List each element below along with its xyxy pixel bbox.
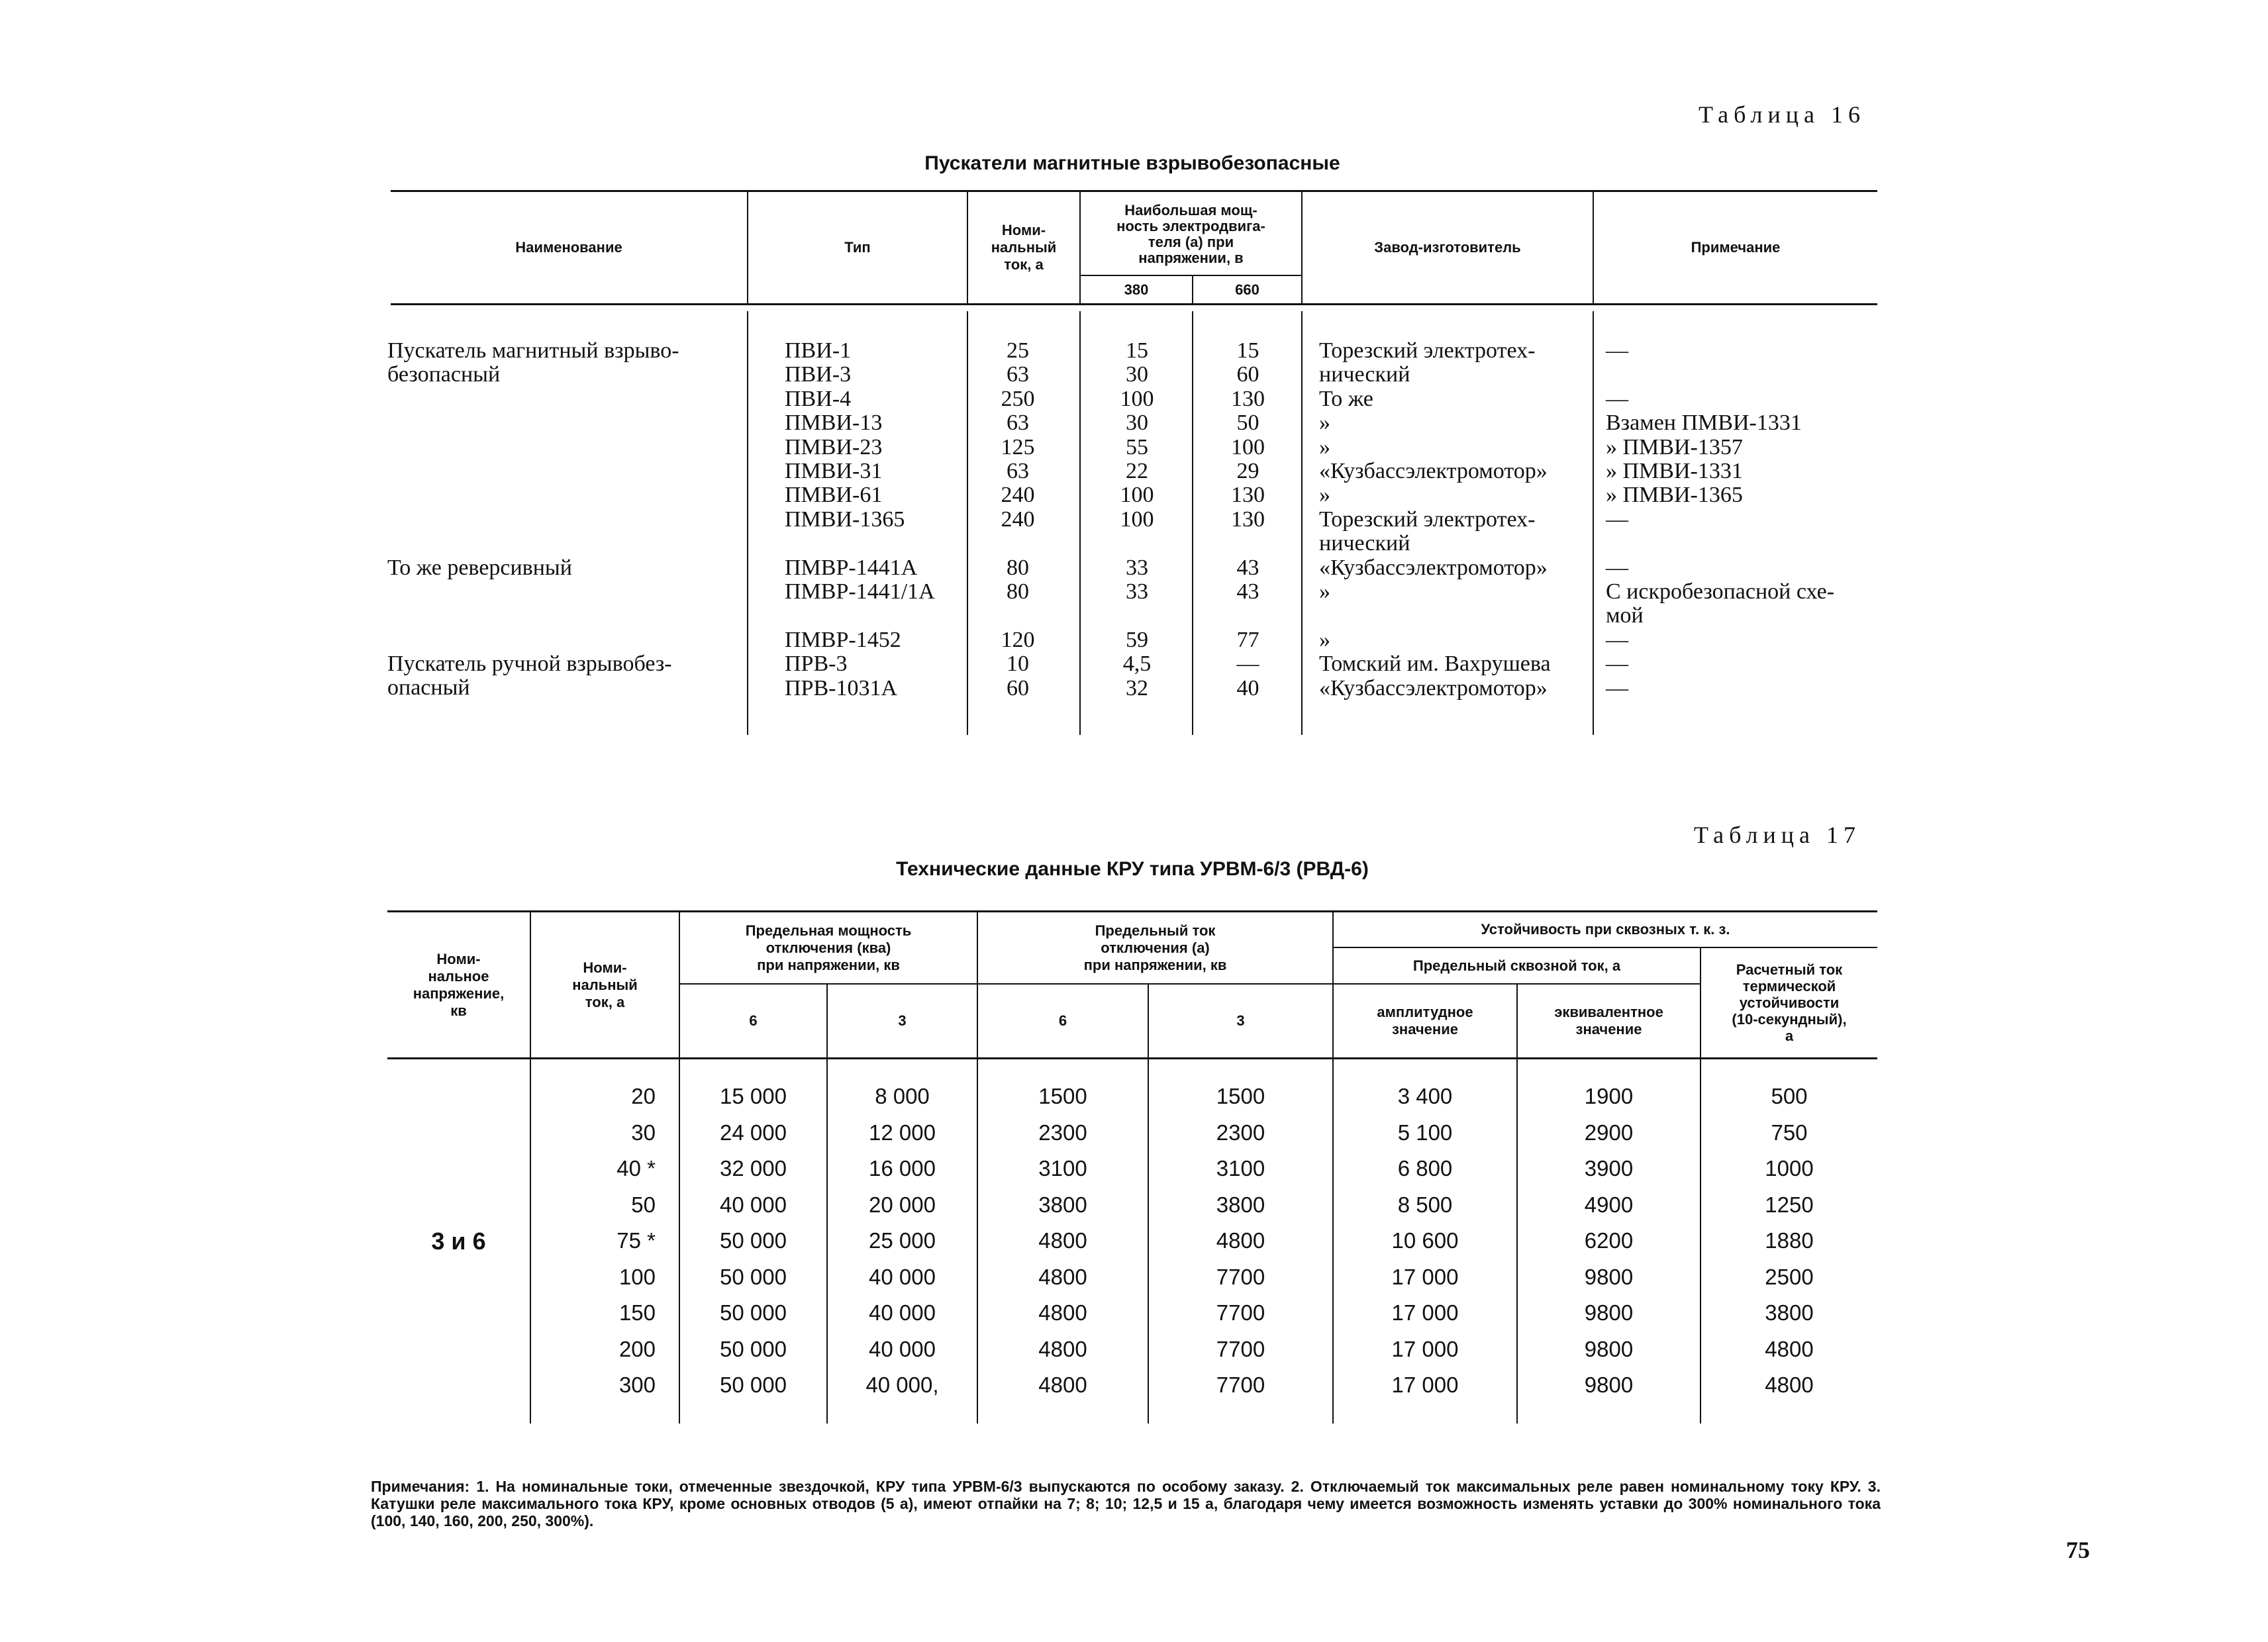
table17-cell-p6: 32 000 <box>720 1156 787 1181</box>
t17-h-power-3: 3 <box>898 1012 907 1029</box>
table16-cell-p660: — <box>1236 652 1259 677</box>
t16-head-rule <box>391 303 1877 305</box>
table16-cell-type: ПМВИ-31 <box>785 459 883 483</box>
table16-cell-p380: 30 <box>1126 410 1148 436</box>
t16-h-current: Номи- нальный ток, а <box>991 222 1057 273</box>
table17-cell-equiv: 1900 <box>1584 1084 1634 1108</box>
table16-cell-note: С искробезопасной схе- мой <box>1606 579 1835 628</box>
table16-cell-maker: » <box>1319 410 1330 436</box>
table17-cell-p3: 40 000 <box>869 1336 936 1361</box>
t17-h-voltage: Номи- нальное напряжение, кв <box>413 950 505 1019</box>
table16-cell-current: 240 <box>1001 483 1035 508</box>
table16-cell-current: 125 <box>1001 434 1035 459</box>
table16-cell-note: — <box>1606 338 1628 363</box>
table17-cell-p3: 40 000 <box>869 1300 936 1325</box>
table16-cell-maker: «Кузбассэлектромотор» <box>1319 555 1548 580</box>
table17-cell-current: 200 <box>618 1336 656 1361</box>
table17-cell-i3: 1500 <box>1216 1084 1265 1108</box>
t16-bv6 <box>1593 311 1594 735</box>
table16-cell-current: 63 <box>1007 362 1029 387</box>
t16-h-380: 380 <box>1124 281 1149 298</box>
t16-bv1 <box>747 311 748 735</box>
table17-cell-thermal: 500 <box>1771 1084 1808 1108</box>
table17-cell-thermal: 1250 <box>1765 1192 1814 1217</box>
table17-cell-amp: 5 100 <box>1397 1120 1453 1145</box>
table17-cell-i3: 2300 <box>1216 1120 1265 1145</box>
table16-cell-note: » ПМВИ-1365 <box>1606 483 1743 508</box>
table16-cell-current: 63 <box>1007 410 1029 436</box>
table16-cell-type: ПРВ-1031А <box>785 675 898 700</box>
table16-cell-p660: 50 <box>1236 410 1259 436</box>
table16-cell-type: ПМВР-1452 <box>785 627 901 652</box>
t16-h-660: 660 <box>1235 281 1259 298</box>
table16-cell-note: Взамен ПМВИ-1331 <box>1606 410 1802 436</box>
table16-cell-p380: 100 <box>1120 386 1154 411</box>
table17-cell-p6: 50 000 <box>720 1228 787 1253</box>
table16-cell-maker: Томский им. Вахрушева <box>1319 652 1551 677</box>
table16-group-name: Пускатель ручной взрывобез- опасный <box>387 652 672 700</box>
t17-h-breakcur: Предельный ток отключения (а) при напряжении, кв <box>1083 922 1227 973</box>
table16-cell-current: 60 <box>1007 675 1029 700</box>
table16-cell-p660: 130 <box>1231 507 1265 532</box>
table17-cell-amp: 8 500 <box>1397 1192 1453 1217</box>
table17-cell-p3: 12 000 <box>869 1120 936 1145</box>
table16-cell-maker: » <box>1319 434 1330 459</box>
table16-cell-p660: 130 <box>1231 483 1265 508</box>
table17-number: Таблица 17 <box>1694 822 1861 848</box>
table17-cell-current: 100 <box>618 1264 656 1289</box>
table17-cell-i3: 4800 <box>1216 1228 1265 1253</box>
t16-h-maker: Завод-изготовитель <box>1374 239 1521 256</box>
table16-cell-p660: 60 <box>1236 362 1259 387</box>
table17-cell-p3: 40 000, <box>865 1373 939 1397</box>
table16-cell-p660: 40 <box>1236 675 1259 700</box>
t17-head-rule <box>387 1057 1877 1059</box>
table16-cell-current: 250 <box>1001 386 1035 411</box>
table16-cell-maker: » <box>1319 483 1330 508</box>
table16-cell-p660: 100 <box>1231 434 1265 459</box>
table17-cell-i6: 3800 <box>1038 1192 1087 1217</box>
table16-cell-p380: 22 <box>1126 459 1148 483</box>
table17-cell-amp: 3 400 <box>1397 1084 1453 1108</box>
table17-cell-equiv: 9800 <box>1584 1336 1634 1361</box>
table17-cell-i6: 4800 <box>1038 1264 1087 1289</box>
table17-cell-thermal: 4800 <box>1765 1373 1814 1397</box>
table17-cell-p3: 16 000 <box>869 1156 936 1181</box>
table17-cell-p6: 40 000 <box>720 1192 787 1217</box>
table17-cell-p6: 50 000 <box>720 1264 787 1289</box>
table17-cell-i3: 7700 <box>1216 1373 1265 1397</box>
t16-h-type: Тип <box>844 239 871 256</box>
t16-h-name: Наименование <box>515 239 622 256</box>
table16-cell-note: — <box>1606 627 1628 652</box>
table16-cell-note: » ПМВИ-1331 <box>1606 459 1743 483</box>
table16-cell-current: 25 <box>1007 338 1029 363</box>
table16-cell-current: 240 <box>1001 507 1035 532</box>
table16-cell-current: 80 <box>1007 579 1029 604</box>
table16-cell-type: ПМВР-1441А <box>785 555 918 580</box>
table17-cell-i6: 3100 <box>1038 1156 1087 1181</box>
table16-cell-p660: 43 <box>1236 555 1259 580</box>
table17-cell-i3: 7700 <box>1216 1300 1265 1325</box>
table17-cell-i3: 7700 <box>1216 1336 1265 1361</box>
table17-cell-amp: 10 600 <box>1391 1228 1459 1253</box>
table16-cell-type: ПМВИ-13 <box>785 410 883 436</box>
table17-cell-p6: 50 000 <box>720 1300 787 1325</box>
table17-cell-equiv: 6200 <box>1584 1228 1634 1253</box>
table16-cell-p380: 33 <box>1126 579 1148 604</box>
t17-h-amp: амплитудное значение <box>1377 1004 1473 1038</box>
table16-cell-type: ПРВ-3 <box>785 652 848 677</box>
t17-h-break-6: 6 <box>1058 1012 1067 1029</box>
table17-cell-equiv: 3900 <box>1584 1156 1634 1181</box>
table16-cell-note: — <box>1606 675 1628 700</box>
table17-cell-amp: 17 000 <box>1391 1300 1459 1325</box>
table16-cell-p380: 55 <box>1126 434 1148 459</box>
table16-group-name: Пускатель магнитный взрыво- безопасный <box>387 338 679 387</box>
table16-cell-p380: 32 <box>1126 675 1148 700</box>
table17-cell-i6: 1500 <box>1038 1084 1087 1108</box>
table16-cell-maker: Торезский электротех- нический <box>1319 507 1536 555</box>
table16-cell-maker: » <box>1319 627 1330 652</box>
table17-cell-p3: 25 000 <box>869 1228 936 1253</box>
table17-cell-current: 50 <box>631 1192 656 1217</box>
table17-cell-p6: 15 000 <box>720 1084 787 1108</box>
table17-cell-i3: 3800 <box>1216 1192 1265 1217</box>
table17-cell-equiv: 9800 <box>1584 1373 1634 1397</box>
table16-cell-p380: 4,5 <box>1122 652 1152 677</box>
t17-h-power-6: 6 <box>749 1012 758 1029</box>
table16-cell-current: 10 <box>1007 652 1029 677</box>
table16-cell-p380: 30 <box>1126 362 1148 387</box>
table17-cell-thermal: 2500 <box>1765 1264 1814 1289</box>
t17-h-break-3: 3 <box>1236 1012 1245 1029</box>
t17-h-through: Предельный сквозной ток, а <box>1412 957 1621 974</box>
t17-h-power: Предельная мощность отключения (ква) при напряжении, кв <box>745 922 912 973</box>
table17-cell-i6: 2300 <box>1038 1120 1087 1145</box>
table16-group-name: То же реверсивный <box>387 555 572 580</box>
table16-cell-maker: «Кузбассэлектромотор» <box>1319 459 1548 483</box>
table16-cell-p380: 100 <box>1120 507 1154 532</box>
table16-cell-type: ПМВИ-61 <box>785 483 883 508</box>
table17-title: Технические данные КРУ типа УРВМ-6/3 (РВД-6) <box>896 858 1369 880</box>
table17-cell-equiv: 9800 <box>1584 1300 1634 1325</box>
table17-cell-thermal: 3800 <box>1765 1300 1814 1325</box>
table16-number: Таблица 16 <box>1699 101 1865 128</box>
table16-cell-current: 120 <box>1001 627 1035 652</box>
table17-cell-thermal: 750 <box>1771 1120 1808 1145</box>
table16-cell-p380: 100 <box>1120 483 1154 508</box>
table16-cell-type: ПМВИ-1365 <box>785 507 905 532</box>
table17-notes: Примечания: 1. На номинальные токи, отмеченные звездочкой, КРУ типа УРВМ-6/3 выпускаются по особому заказу. 2. Отключаемый ток максимальных реле равен номинальному току КРУ. 3. Катушки реле максимального тока КРУ, кроме основных отводов (5 а), имеют отпайки на 7; 8; 10; 12,5 и 15 а, благодаря чему имеется возможность изменять уставки до 300% номинального тока (100, 140, 160, 200, 250, 300%). <box>371 1478 1881 1529</box>
t17-h-current: Номи- нальный ток, а <box>572 959 638 1010</box>
table16-cell-maker: Торезский электротех- нический <box>1319 338 1536 387</box>
table16-cell-note: — <box>1606 507 1628 532</box>
table16-cell-p380: 15 <box>1126 338 1148 363</box>
table17-cell-p6: 24 000 <box>720 1120 787 1145</box>
table17-cell-i3: 3100 <box>1216 1156 1265 1181</box>
table16-cell-note: » ПМВИ-1357 <box>1606 434 1743 459</box>
t17-h-stability: Устойчивость при сквозных т. к. з. <box>1481 921 1730 938</box>
table17-cell-i6: 4800 <box>1038 1336 1087 1361</box>
table17-cell-p6: 50 000 <box>720 1373 787 1397</box>
table17-cell-amp: 17 000 <box>1391 1264 1459 1289</box>
table16-cell-type: ПВИ-1 <box>785 338 852 363</box>
table17-cell-i3: 7700 <box>1216 1264 1265 1289</box>
table16-cell-p380: 33 <box>1126 555 1148 580</box>
t17-voltage-value: 3 и 6 <box>431 1228 486 1255</box>
table17-cell-amp: 17 000 <box>1391 1336 1459 1361</box>
table16-cell-note: — <box>1606 386 1628 411</box>
table16-cell-type: ПМВИ-23 <box>785 434 883 459</box>
table16-cell-type: ПВИ-4 <box>785 386 852 411</box>
table16-cell-maker: «Кузбассэлектромотор» <box>1319 675 1548 700</box>
table16-cell-type: ПМВР-1441/1А <box>785 579 935 604</box>
table17-cell-current: 75 * <box>616 1228 656 1253</box>
table17-cell-current: 20 <box>631 1084 656 1108</box>
table17-cell-amp: 17 000 <box>1391 1373 1459 1397</box>
table16-cell-p660: 15 <box>1236 338 1259 363</box>
table16-cell-current: 80 <box>1007 555 1029 580</box>
table17-cell-p3: 40 000 <box>869 1264 936 1289</box>
table17-cell-thermal: 1000 <box>1765 1156 1814 1181</box>
t17-h-thermal: Расчетный ток термической устойчивости (10-секундный), а <box>1732 961 1847 1044</box>
table16-cell-note: — <box>1606 652 1628 677</box>
table17-cell-current: 150 <box>618 1300 656 1325</box>
table16-cell-note: — <box>1606 555 1628 580</box>
table16-cell-p380: 59 <box>1126 627 1148 652</box>
t17-h-equiv: эквивалентное значение <box>1554 1004 1663 1038</box>
table17-cell-p6: 50 000 <box>720 1336 787 1361</box>
table17-cell-current: 30 <box>631 1120 656 1145</box>
table17-cell-current: 40 * <box>616 1156 656 1181</box>
table17-cell-p3: 20 000 <box>869 1192 936 1217</box>
table17-cell-equiv: 2900 <box>1584 1120 1634 1145</box>
table16-title: Пускатели магнитные взрывобезопасные <box>924 152 1340 174</box>
table16-cell-p660: 29 <box>1236 459 1259 483</box>
page-number: 75 <box>2066 1537 2090 1563</box>
table17-cell-p3: 8 000 <box>875 1084 930 1108</box>
table17-cell-i6: 4800 <box>1038 1228 1087 1253</box>
table17-cell-i6: 4800 <box>1038 1373 1087 1397</box>
table16-cell-current: 63 <box>1007 459 1029 483</box>
table17-cell-equiv: 9800 <box>1584 1264 1634 1289</box>
table16-cell-p660: 43 <box>1236 579 1259 604</box>
t16-h-power: Наибольшая мощ- ность электродвига- теля (а) при напряжении, в <box>1116 201 1265 266</box>
table16-cell-p660: 77 <box>1236 627 1259 652</box>
table16-cell-type: ПВИ-3 <box>785 362 852 387</box>
table17-cell-thermal: 1880 <box>1765 1228 1814 1253</box>
table17-cell-amp: 6 800 <box>1397 1156 1453 1181</box>
table17-cell-thermal: 4800 <box>1765 1336 1814 1361</box>
t16-h-note: Примечание <box>1691 239 1781 256</box>
table17-cell-i6: 4800 <box>1038 1300 1087 1325</box>
table16-cell-maker: » <box>1319 579 1330 604</box>
table17-cell-current: 300 <box>618 1373 656 1397</box>
table16-cell-maker: То же <box>1319 386 1373 411</box>
table17-cell-equiv: 4900 <box>1584 1192 1634 1217</box>
table16-cell-p660: 130 <box>1231 386 1265 411</box>
